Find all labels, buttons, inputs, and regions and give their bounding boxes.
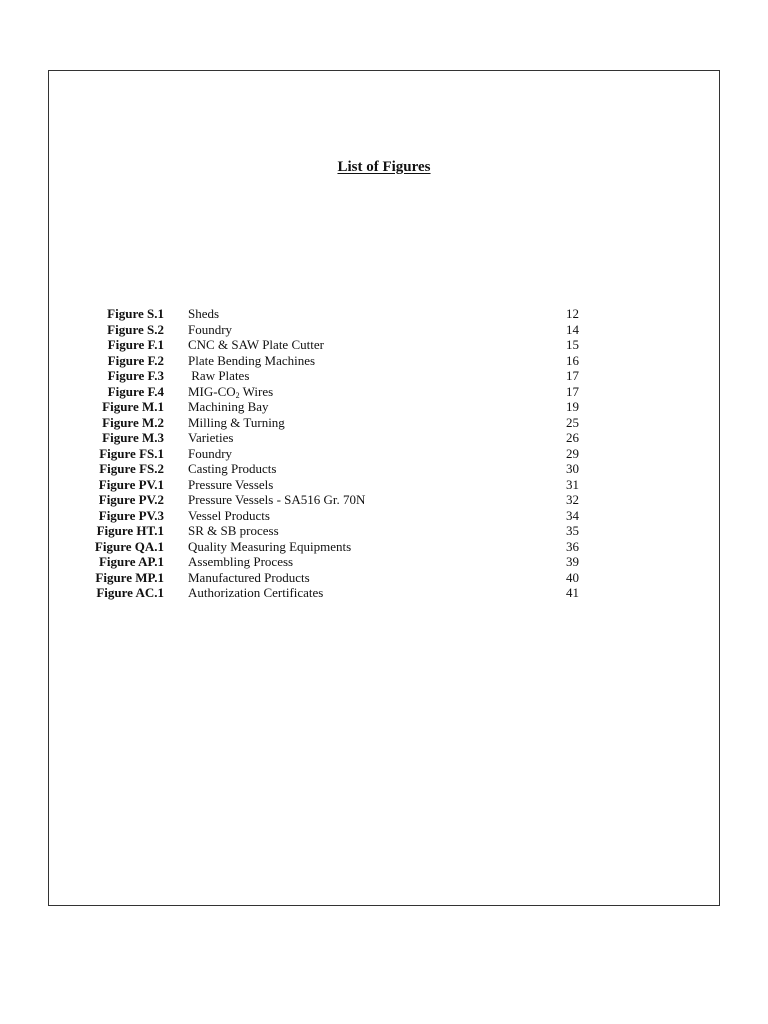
figure-list [49, 306, 719, 601]
list-item [49, 523, 719, 539]
figure-page-number: 29 [566, 445, 579, 461]
page-title: List of Figures [337, 159, 431, 175]
figure-title: Assembling Process [188, 554, 294, 569]
figure-label: Figure FS.2 [99, 461, 164, 476]
figure-label: Figure FS.1 [99, 445, 164, 461]
list-item [49, 554, 719, 570]
figure-title: Pressure Vessels - SA516 Gr. 70N [188, 492, 366, 507]
figure-label: Figure MP.1 [95, 569, 164, 585]
figure-page-number: 16 [566, 352, 579, 368]
figure-page-number: 19 [566, 399, 579, 414]
figure-title: Plate Bending Machines [188, 352, 316, 368]
figure-label: Figure F.4 [107, 383, 164, 399]
figure-label: Figure HT.1 [96, 523, 164, 538]
figure-label: Figure PV.1 [98, 476, 164, 492]
list-item [49, 477, 719, 493]
figure-page-number: 40 [566, 569, 579, 585]
figure-title: Foundry [188, 321, 233, 337]
figure-page-number: 14 [566, 321, 579, 337]
figure-page-number: 17 [566, 368, 579, 383]
list-item [49, 353, 719, 369]
figure-page-number: 34 [566, 507, 579, 523]
list-item [49, 430, 719, 446]
figure-page-number: 30 [566, 461, 579, 476]
figure-page-number: 31 [566, 476, 579, 492]
figure-title: CNC & SAW Plate Cutter [188, 337, 324, 352]
figure-label: Figure S.2 [107, 321, 164, 337]
figure-label: Figure M.3 [102, 430, 164, 445]
figure-title: Milling & Turning [188, 414, 285, 430]
list-item [49, 446, 719, 462]
list-item [49, 415, 719, 431]
figure-title: Pressure Vessels [188, 476, 274, 492]
list-item [49, 570, 719, 586]
figure-title: Sheds [188, 306, 220, 321]
figure-page-number: 32 [566, 492, 579, 507]
figure-label: Figure QA.1 [94, 538, 164, 554]
figure-label: Figure S.1 [107, 306, 164, 321]
list-item [49, 306, 719, 322]
figure-title: Casting Products [188, 461, 277, 476]
figure-page-number: 26 [566, 430, 579, 445]
list-item [49, 539, 719, 555]
figure-page-number: 36 [566, 538, 579, 554]
figure-label: Figure M.2 [102, 414, 164, 430]
figure-title: Authorization Certificates [188, 585, 324, 600]
figure-title: SR & SB process [188, 523, 279, 538]
list-item [49, 492, 719, 508]
figure-label: Figure F.2 [107, 352, 164, 368]
figure-title: Manufactured Products [188, 569, 310, 585]
list-item [49, 337, 719, 353]
figure-page-number: 17 [566, 383, 579, 399]
list-item [49, 384, 719, 400]
figure-page-number: 25 [566, 414, 579, 430]
figure-label: Figure M.1 [102, 399, 164, 414]
figure-page-number: 35 [566, 523, 579, 538]
figure-title [188, 384, 273, 400]
list-item [49, 399, 719, 415]
figure-label: Figure F.1 [107, 337, 164, 352]
figure-title: Vessel Products [188, 507, 270, 523]
figure-title-part: Wires [239, 383, 274, 399]
figure-title: Foundry [188, 445, 233, 461]
figure-label: Figure AC.1 [96, 585, 164, 600]
list-item [49, 461, 719, 477]
list-item [49, 322, 719, 338]
figure-title-part: MIG-CO [188, 383, 236, 399]
figure-label: Figure PV.2 [98, 492, 164, 507]
figure-title: Quality Measuring Equipments [188, 538, 352, 554]
list-item [49, 508, 719, 524]
figure-title: Raw Plates [188, 368, 250, 383]
list-item [49, 368, 719, 384]
figure-label: Figure F.3 [107, 368, 164, 383]
figure-label: Figure PV.3 [98, 507, 164, 523]
subscript-digit: 2 [235, 390, 240, 400]
figure-label: Figure AP.1 [98, 554, 164, 569]
figure-title: Varieties [188, 430, 234, 445]
figure-page-number: 12 [566, 306, 579, 321]
page-frame [48, 70, 720, 906]
figure-page-number: 39 [566, 554, 579, 569]
figure-title: Machining Bay [188, 399, 269, 414]
figure-page-number: 41 [566, 585, 579, 600]
figure-page-number: 15 [566, 337, 579, 352]
list-item [49, 585, 719, 601]
